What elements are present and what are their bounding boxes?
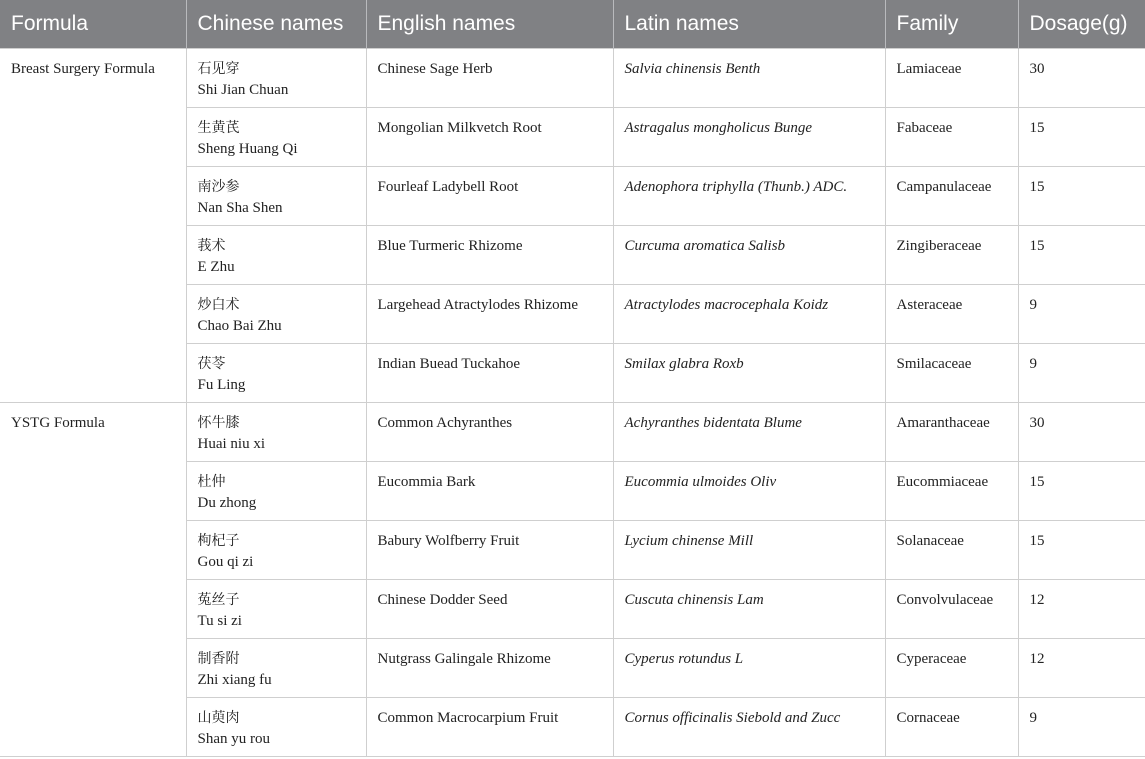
- chinese-name: 菟丝子: [197, 591, 240, 608]
- chinese-name: 制香附: [197, 650, 240, 667]
- family-cell: Fabaceae: [885, 107, 1018, 166]
- pinyin-name: Nan Sha Shen: [197, 199, 283, 216]
- chinese-name-cell: [186, 107, 366, 166]
- english-name-cell: Chinese Dodder Seed: [366, 579, 613, 638]
- latin-name-cell: Astragalus mongholicus Bunge: [613, 107, 885, 166]
- dosage-cell: 30: [1018, 48, 1145, 107]
- chinese-name: 南沙参: [197, 178, 240, 195]
- dosage-cell: 15: [1018, 166, 1145, 225]
- dosage-cell: 9: [1018, 343, 1145, 402]
- dosage-cell: 12: [1018, 638, 1145, 697]
- dosage-cell: 9: [1018, 697, 1145, 756]
- latin-name-cell: Lycium chinense Mill: [613, 520, 885, 579]
- chinese-name-cell: [186, 166, 366, 225]
- latin-name-cell: Cuscuta chinensis Lam: [613, 579, 885, 638]
- pinyin-name: Du zhong: [197, 494, 257, 511]
- chinese-name-cell: [186, 48, 366, 107]
- chinese-name: 莪术: [197, 237, 226, 254]
- chinese-name: 怀牛膝: [197, 414, 240, 431]
- latin-name-cell: Smilax glabra Roxb: [613, 343, 885, 402]
- header-dosage: Dosage(g): [1029, 11, 1128, 35]
- pinyin-name: Shan yu rou: [197, 730, 270, 747]
- latin-name-cell: Atractylodes macrocephala Koidz: [613, 284, 885, 343]
- chinese-name: 石见穿: [197, 60, 240, 77]
- latin-name-cell: Cyperus rotundus L: [613, 638, 885, 697]
- family-cell: Lamiaceae: [885, 48, 1018, 107]
- chinese-name: 枸杞子: [197, 532, 240, 549]
- english-name-cell: Babury Wolfberry Fruit: [366, 520, 613, 579]
- pinyin-name: Zhi xiang fu: [197, 671, 272, 688]
- chinese-name-cell: [186, 579, 366, 638]
- dosage-cell: 15: [1018, 225, 1145, 284]
- family-cell: Convolvulaceae: [885, 579, 1018, 638]
- dosage-cell: 9: [1018, 284, 1145, 343]
- dosage-cell: 15: [1018, 520, 1145, 579]
- family-cell: Cyperaceae: [885, 638, 1018, 697]
- dosage-cell: 30: [1018, 402, 1145, 461]
- formula-cell: YSTG Formula: [0, 402, 186, 756]
- dosage-cell: 15: [1018, 107, 1145, 166]
- english-name-cell: Largehead Atractylodes Rhizome: [366, 284, 613, 343]
- chinese-name-cell: [186, 638, 366, 697]
- chinese-name-cell: [186, 402, 366, 461]
- english-name-cell: Common Macrocarpium Fruit: [366, 697, 613, 756]
- english-name-cell: Blue Turmeric Rhizome: [366, 225, 613, 284]
- header-row: [0, 0, 1145, 48]
- english-name-cell: Mongolian Milkvetch Root: [366, 107, 613, 166]
- pinyin-name: Sheng Huang Qi: [197, 140, 298, 157]
- table-header: [0, 0, 1145, 48]
- family-cell: Amaranthaceae: [885, 402, 1018, 461]
- english-name-cell: Indian Buead Tuckahoe: [366, 343, 613, 402]
- pinyin-name: Shi Jian Chuan: [197, 81, 289, 98]
- latin-name-cell: Eucommia ulmoides Oliv: [613, 461, 885, 520]
- chinese-name-cell: [186, 225, 366, 284]
- chinese-name-cell: [186, 343, 366, 402]
- family-cell: Zingiberaceae: [885, 225, 1018, 284]
- table-row: [0, 48, 1145, 107]
- family-cell: Eucommiaceae: [885, 461, 1018, 520]
- latin-name-cell: Cornus officinalis Siebold and Zucc: [613, 697, 885, 756]
- chinese-name-cell: [186, 520, 366, 579]
- latin-name-cell: Curcuma aromatica Salisb: [613, 225, 885, 284]
- header-formula: Formula: [0, 0, 186, 48]
- header-latin-names: Latin names: [613, 0, 885, 48]
- formula-cell: Breast Surgery Formula: [0, 48, 186, 402]
- pinyin-name: Fu Ling: [197, 376, 246, 393]
- english-name-cell: Nutgrass Galingale Rhizome: [366, 638, 613, 697]
- chinese-name-cell: [186, 461, 366, 520]
- header-family: Family: [885, 0, 1018, 48]
- family-cell: Cornaceae: [885, 697, 1018, 756]
- header-english-names: English names: [366, 0, 613, 48]
- chinese-name-cell: [186, 697, 366, 756]
- family-cell: Smilacaceae: [885, 343, 1018, 402]
- english-name-cell: Chinese Sage Herb: [366, 48, 613, 107]
- pinyin-name: Gou qi zi: [197, 553, 254, 570]
- header-chinese-names: Chinese names: [186, 0, 366, 48]
- latin-name-cell: Adenophora triphylla (Thunb.) ADC.: [613, 166, 885, 225]
- family-cell: Campanulaceae: [885, 166, 1018, 225]
- table-body: [0, 48, 1145, 756]
- chinese-name: 茯苓: [197, 355, 226, 372]
- dosage-cell: 12: [1018, 579, 1145, 638]
- chinese-name: 炒白术: [197, 296, 240, 313]
- latin-name-cell: Achyranthes bidentata Blume: [613, 402, 885, 461]
- chinese-name: 杜仲: [197, 473, 226, 490]
- table-row: [0, 402, 1145, 461]
- family-cell: Asteraceae: [885, 284, 1018, 343]
- english-name-cell: Common Achyranthes: [366, 402, 613, 461]
- english-name-cell: Eucommia Bark: [366, 461, 613, 520]
- pinyin-name: E Zhu: [197, 258, 235, 275]
- chinese-name: 生黄芪: [197, 119, 240, 136]
- pinyin-name: Chao Bai Zhu: [197, 317, 282, 334]
- chinese-name: 山萸肉: [197, 709, 240, 726]
- english-name-cell: Fourleaf Ladybell Root: [366, 166, 613, 225]
- dosage-cell: 15: [1018, 461, 1145, 520]
- pinyin-name: Tu si zi: [197, 612, 242, 629]
- latin-name-cell: Salvia chinensis Benth: [613, 48, 885, 107]
- pinyin-name: Huai niu xi: [197, 435, 265, 452]
- chinese-name-cell: [186, 284, 366, 343]
- family-cell: Solanaceae: [885, 520, 1018, 579]
